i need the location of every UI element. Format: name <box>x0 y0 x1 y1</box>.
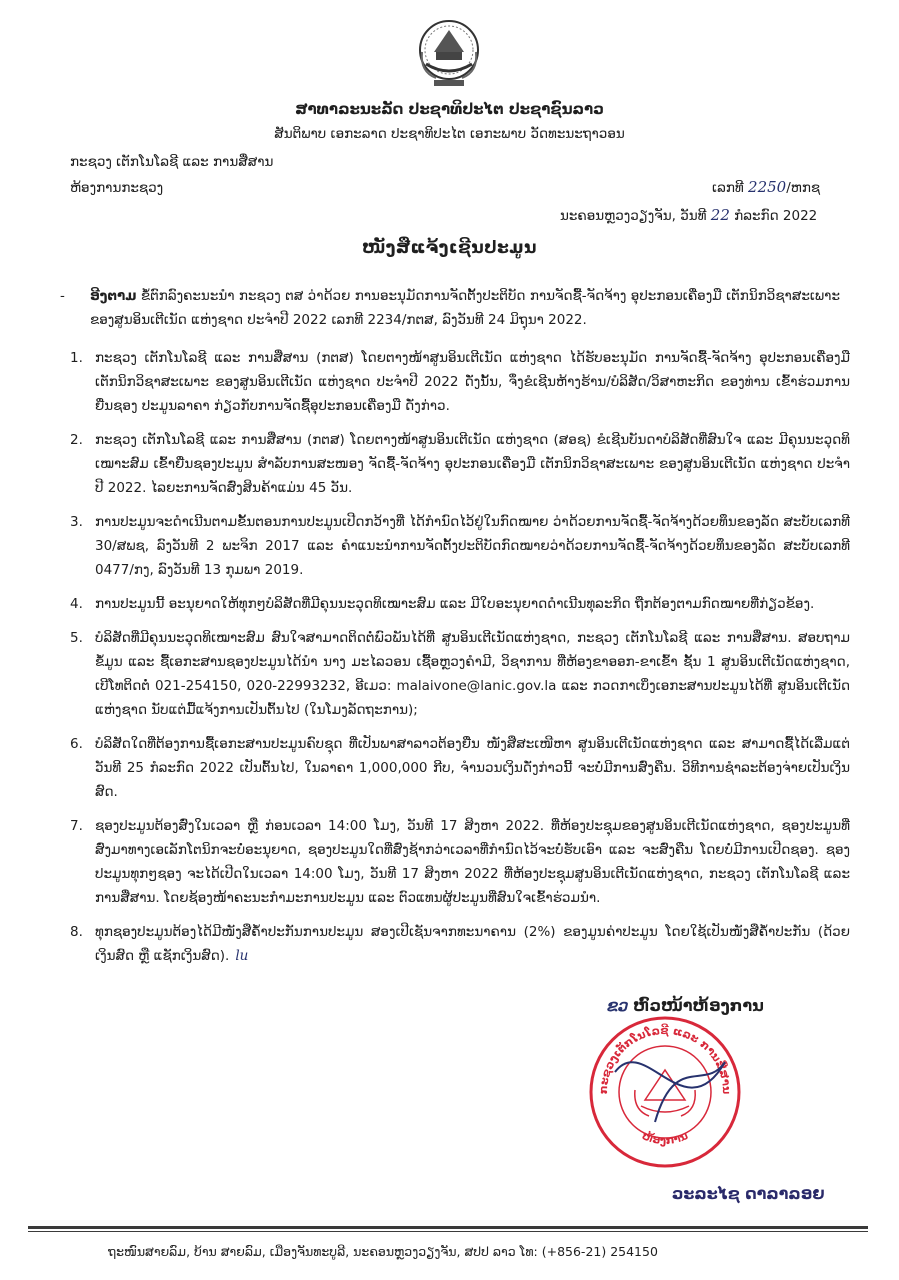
official-stamp <box>585 1012 745 1172</box>
day-handwritten: 22 <box>710 206 730 224</box>
item-text: ຊອງປະມູນຕ້ອງສົ່ງໃນເວລາ ຫຼື ກ່ອນເວລາ 14:00 ໂມງ, ວັນທີ 17 ສິງຫາ 2022. ທີ່ຫ້ອງປະຊຸມຂອງສູນອິນເຕີເນັດແຫ່ງຊາດ, ຊອງປະມູນທີ່ສົ່ງມາທາງເອເລັກໂຕນິກຈະບໍ່ອະນຸຍາດ, ຊອງປະມູນໃດທີ່ສົ່ງຊ້າກວ່າເວລາທີ່ກໍານົດໄວ້ຈະບໍ່ຮັບເອົາ ແລະ ຈະສົ່ງຄືນ ໂດຍບໍ່ມີການເປີດຊອງ. ຊອງປະມູນທຸກໆຊອງ ຈະໄດ້ເປີດໃນເວລາ 14:00 ໂມງ, ວັນທີ 17 ສິງຫາ 2022 ທີ່ຫ້ອງປະຊຸມສູນອິນເຕີເນັດແຫ່ງຊາດ, ກະຊວງ ເຕັກໂນໂລຊີ ແລະ ການສື່ສານ. ໂດຍຊ້ອງໜ້າຄະນະກໍາມະການປະມູນ ແລະ ຕົວແທນຜູ້ປະມູນທີ່ສົນໃຈເຂົ້າຮ່ວມນໍາ. <box>95 818 850 906</box>
list-item <box>70 732 850 804</box>
signatory-name: ວະລະໄຊ ດາລາລອຍ <box>672 1184 825 1203</box>
reference-label: ອີງຕາມ <box>90 288 137 304</box>
item-number: 6. <box>70 736 83 752</box>
document-title: ໜັງສືແຈ້ງເຊີນປະມູນ <box>362 238 537 258</box>
item-text: ທຸກຊອງປະມູນຕ້ອງໄດ້ມີໜັງສືຄໍ້າປະກັນການປະມູນ ສອງເປີເຊັນຈາກທະນາຄານ (2%) ຂອງມູນຄ່າປະມູນ ໂດຍໃຊ້ເປັນໜັງສືຄໍ້າປະກັນ (ດ້ວຍເງິນສົດ ຫຼື ແຊັກເງິນສົດ). <box>95 924 850 964</box>
footer-divider-thin <box>28 1231 868 1232</box>
handwritten-initials: ຂວ <box>606 996 628 1015</box>
handwritten-mark: lu <box>235 948 249 964</box>
place-date-prefix: ນະຄອນຫຼວງວຽງຈັນ, ວັນທີ <box>560 208 707 224</box>
item-number: 3. <box>70 514 83 530</box>
list-item <box>70 626 850 722</box>
stamp-bottom-text: ຫ້ອງການ <box>640 1129 690 1148</box>
item-text: ກະຊວງ ເຕັກໂນໂລຊີ ແລະ ການສື່ສານ (ກຕສ) ໂດຍຕາງໜ້າສູນອິນເຕີເນັດ ແຫ່ງຊາດ (ສອຊ) ຂໍເຊີນບັນດາບໍລິສັດທີ່ສົນໃຈ ແລະ ມີຄຸນນະວຸດທິເໝາະສົມ ເຂົ້າຍື່ນຊອງປະມູນ ສໍາລັບການສະໜອງ ຈັດຊື້-ຈັດຈ້າງ ອຸປະກອນເຄື່ອງມື ເຕັກນິກວິຊາສະເພາະ ຂອງສູນອິນເຕີເນັດ ແຫ່ງຊາດ ປະຈໍາປີ 2022. ໄລຍະການຈັດສົ່ງສິນຄ້າແມ່ນ 45 ວັນ. <box>95 432 850 496</box>
item-text: ການປະມູນຈະດໍາເນີນຕາມຂັ້ນຕອນການປະມູນເປີດກວ້າງທີ່ ໄດ້ກໍານົດໄວ້ຢູ່ໃນກົດໝາຍ ວ່າດ້ວຍການຈັດຊື້-ຈັດຈ້າງດ້ວຍທຶນຂອງລັດ ສະບັບເລກທີ 30/ສພຊ, ລົງວັນທີ 2 ພະຈິກ 2017 ແລະ ຄໍາແນະນໍາການຈັດຕັ້ງປະຕິບັດກົດໝາຍວ່າດ້ວຍການຈັດຊື້-ຈັດຈ້າງດ້ວຍທຶນຂອງລັດ ສະບັບເລກທີ 0477/ກງ, ລົງວັນທີ 13 ກຸມພາ 2019. <box>95 514 850 578</box>
footer-divider-thick <box>28 1226 868 1229</box>
item-text: ບໍລິສັດໃດທີ່ຕ້ອງການຊື້ເອກະສານປະມູນຄົບຊຸດ ທີ່ເປັນພາສາລາວຕ້ອງຍື່ນ ໜັງສືສະເໜີຫາ ສູນອິນເຕີເນັດແຫ່ງຊາດ ແລະ ສາມາດຊື້ໄດ້ເລີ່ມແຕ່ວັນທີ 25 ກໍລະກົດ 2022 ເປັນຕົ້ນໄປ, ໃນລາຄາ 1,000,000 ກີບ, ຈໍານວນເງິນດັ່ງກ່າວນີ້ ຈະບໍ່ມີການສົ່ງຄືນ. ວິທີການຊໍາລະຕ້ອງຈ່າຍເປັນເງິນສົດ. <box>95 736 850 800</box>
svg-text:ຫ້ອງການ <box>640 1129 690 1147</box>
ministry-name: ກະຊວງ ເຕັກໂນໂລຊີ ແລະ ການສື່ສານ <box>70 154 274 170</box>
reference-text: ຂໍ້ຕົກລົງຄະນະນໍາ ກະຊວງ ຕສ ວ່າດ້ວຍ ການອະນຸມັດການຈັດຕັ້ງປະຕິບັດ ການຈັດຊື້-ຈັດຈ້າງ ອຸປະກອນເຄື່ອງມື ເຕັກນິກວິຊາສະເພາະ ຂອງສູນອິນເຕີເນັດ ແຫ່ງຊາດ ປະຈໍາປີ 2022 ເລກທີ 2234/ກຕສ, ລົງວັນທີ 24 ມິຖຸນາ 2022. <box>90 288 840 328</box>
item-number: 7. <box>70 818 83 834</box>
national-emblem <box>414 12 484 92</box>
reference-paragraph <box>60 284 840 332</box>
footer-address: ຖະໜົນສາຍລົມ, ບ້ານ ສາຍລົມ, ເມືອງຈັນທະບູລີ, ນະຄອນຫຼວງວຽງຈັນ, ສປປ ລາວ ໂທ: (+856-21) 254150 <box>108 1244 658 1259</box>
list-item <box>70 920 850 968</box>
reference-number <box>712 178 820 196</box>
list-item <box>70 346 850 418</box>
item-text: ການປະມູນນີ້ ອະນຸຍາດໃຫ້ທຸກໆບໍລິສັດທີ່ມີຄຸນນະວຸດທິເໝາະສົມ ແລະ ມີໃບອະນຸຍາດດໍາເນີນທຸລະກິດ ຖືກຕ້ອງຕາມກົດໝາຍທີ່ກ່ຽວຂ້ອງ. <box>95 596 815 612</box>
list-item <box>70 428 850 500</box>
item-text: ບໍລິສັດທີ່ມີຄຸນນະວຸດທິເໝາະສົມ ສົນໃຈສາມາດຕິດຕໍ່ພົວພັນໄດ້ທີ່ ສູນອິນເຕີເນັດແຫ່ງຊາດ, ກະຊວງ ເຕັກໂນໂລຊີ ແລະ ການສື່ສານ. ສອບຖາມຂໍ້ມູນ ແລະ ຊື້ເອກະສານຊອງປະມູນໄດ້ນໍາ ນາງ ມະໄລວອນ ເຊື້ອຫຼວງຄໍາມີ, ວິຊາການ ທີ່ຫ້ອງຂາອອກ-ຂາເຂົ້າ ຊັ້ນ 1 ສູນອິນເຕີເນັດແຫ່ງຊາດ, ເບີໂທຕິດຕໍ່ 021-254150, 020-22993232, ອີເມວ: malaivone@lanic.gov.la ແລະ ກວດກາເບິ່ງເອກະສານປະມູນໄດ້ທີ່ ສູນອິນເຕີເນັດ ແຫ່ງຊາດ ນັບແຕ່ມື້ແຈ້ງການເປັນຕົ້ນໄປ (ໃນໂມງລັດຖະການ); <box>95 630 850 718</box>
reference-bullet: - <box>60 288 65 304</box>
item-number: 2. <box>70 432 83 448</box>
stamp-top-text: ກະຊວງເຕັກໂນໂລຊີ ແລະ ການສື່ສານ <box>596 1023 734 1095</box>
country-name: ສາທາລະນະລັດ ປະຊາທິປະໄຕ ປະຊາຊົນລາວ <box>295 100 604 118</box>
place-date <box>560 206 817 224</box>
item-number: 1. <box>70 350 83 366</box>
list-item <box>70 814 850 910</box>
item-number: 5. <box>70 630 83 646</box>
ref-number-handwritten: 2250 <box>748 178 787 196</box>
list-item <box>70 510 850 582</box>
signatory-title-text: ຫົວໜ້າຫ້ອງການ <box>633 996 764 1015</box>
numbered-list <box>70 346 850 978</box>
item-number: 4. <box>70 596 83 612</box>
list-item <box>70 592 850 616</box>
national-motto: ສັນຕິພາບ ເອກະລາດ ປະຊາທິປະໄຕ ເອກະພາບ ວັດທະນະຖາວອນ <box>274 126 625 142</box>
ref-prefix: ເລກທີ <box>712 180 744 196</box>
item-text: ກະຊວງ ເຕັກໂນໂລຊີ ແລະ ການສື່ສານ (ກຕສ) ໂດຍຕາງໜ້າສູນອິນເຕີເນັດ ແຫ່ງຊາດ ໄດ້ຮັບອະນຸມັດ ການຈັດຊື້-ຈັດຈ້າງ ອຸປະກອນເຄື່ອງມື ເຕັກນິກວິຊາສະເພາະ ຂອງສູນອິນເຕີເນັດ ແຫ່ງຊາດ ປະຈໍາປີ 2022 ດັ່ງນັ້ນ, ຈຶ່ງຂໍເຊີນຫ້າງຮ້ານ/ບໍລິສັດ/ວິສາຫະກິດ ຂອງທ່ານ ເຂົ້າຮ່ວມການຍື່ນຊອງ ປະມູນລາຄາ ກ່ຽວກັບການຈັດຊື້ອຸປະກອນເຄື່ອງມື ດັ່ງກ່າວ. <box>95 350 850 414</box>
office-name: ຫ້ອງການກະຊວງ <box>70 180 164 196</box>
item-number: 8. <box>70 924 83 940</box>
month-year: ກໍລະກົດ 2022 <box>734 208 818 224</box>
ref-suffix: /ຫກຊ <box>786 180 821 196</box>
